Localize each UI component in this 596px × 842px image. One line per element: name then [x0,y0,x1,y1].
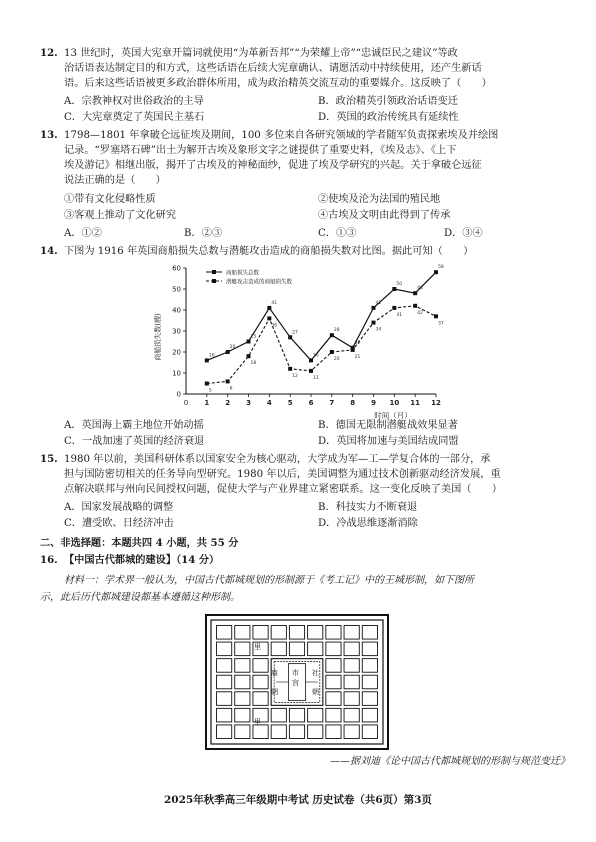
city-block [344,675,359,689]
city-block [217,708,232,722]
city-block [253,626,268,640]
y-tick-label: 60 [172,264,181,273]
plan-label-court-right: 朝 [312,688,319,696]
data-label: 42 [417,310,423,316]
option-c[interactable]: C．一战加速了英国的经济衰退 [64,436,205,447]
city-block [326,692,341,706]
question-15 [40,452,560,497]
city-block [217,659,232,673]
city-block [289,725,304,739]
data-point [434,270,438,274]
city-block [253,725,268,739]
statement-4: ④古埃及文明由此得到了传承 [318,210,451,221]
material-one [40,572,560,606]
option-b[interactable]: B．科技实力不断衰退 [318,502,418,513]
data-label: 41 [396,312,403,318]
option-b[interactable]: B．②③ [184,228,223,239]
city-block [253,675,268,689]
question-number: 13. [40,129,58,141]
city-block [362,659,377,673]
city-block [362,626,377,640]
city-block [217,692,232,706]
data-label: 34 [375,327,382,333]
question-13-options [64,226,564,242]
city-block [326,675,341,689]
wangcheng-city-plan [205,614,389,750]
question-text-line: 治话语表达制定目的和方式，这些话语在后续大宪章确认、请愿活动中持续使用，还产生新话 [64,63,482,74]
plan-label-altar: 社 [312,669,319,677]
data-label: 5 [208,388,212,394]
option-d[interactable]: D．③④ [444,228,483,239]
x-tick-label: 5 [287,399,293,407]
city-block [235,626,250,640]
plan-label-temple: 庙 [271,669,278,677]
x-tick-label: 10 [389,399,400,407]
city-block [362,675,377,689]
x-tick-label: 12 [431,399,441,407]
question-14 [40,244,560,259]
y-tick-label: 10 [172,369,181,378]
city-block [235,659,250,673]
y-tick-label: 40 [172,306,181,315]
legend-label: 潜艇攻击造成的商船损失数 [226,279,293,286]
data-point [330,333,334,337]
data-point [351,348,355,352]
question-13-statements [64,192,564,226]
data-point [267,306,271,310]
data-label: 11 [313,375,319,381]
city-block [235,692,250,706]
y-tick-label: 20 [172,348,181,357]
x-tick-label: 11 [410,399,421,407]
page-footer: 2025年秋季高三年级期中考试 历史试卷（共6页）第3页 [164,794,432,806]
plan-label-market: 市 [292,669,299,677]
question-text-line: 下图为 1916 年英国商船损失总数与潜艇攻击造成的商船损失数对比图。据此可知（ ） [64,246,474,257]
material-line: 材料一：学术界一般认为，中国古代都城规划的形制源于《考工记》中的王城形制，如下图所 [64,575,474,586]
city-block [235,675,250,689]
x-tick-label: 3 [246,399,251,407]
x-tick-label: 0 [183,399,189,407]
question-text-line: 点解决联邦与州向民间授权问题，促使大学与产业界建立紧密联系。这一变化反映了美国（ ） [64,484,503,495]
city-block [308,725,323,739]
data-label: 36 [271,323,278,329]
question-16 [40,553,560,568]
question-12-options [64,94,564,128]
legend-marker [212,270,216,274]
data-label: 20 [229,345,236,350]
option-b[interactable]: B．政治精英引领政治话语变迁 [318,96,458,107]
data-label: 58 [438,265,444,271]
statement-3: ③客观上推动了文化研究 [64,210,177,221]
city-block [289,642,304,656]
data-point [372,306,376,310]
question-number: 16. [40,554,58,566]
data-label: 20 [333,357,340,362]
data-point [226,379,230,383]
data-point [392,306,396,310]
option-a[interactable]: A．宗教神权对世俗政治的主导 [64,96,204,107]
data-label: 12 [292,373,298,379]
x-tick-label: 7 [329,399,335,407]
option-d[interactable]: D．英国将加速与美国结成同盟 [318,436,459,447]
ship-loss-chart [148,262,448,422]
city-block [326,725,341,739]
city-block [271,725,286,739]
city-block [253,659,268,673]
data-point [392,287,396,291]
y-axis-label: 商船损失数(艘) [154,313,162,361]
city-block [362,642,377,656]
city-block [326,708,341,722]
question-14-options [64,418,564,452]
question-text-line: 记录。“罗塞塔石碑”出土为解开古埃及象形文字之谜提供了重要史料，《埃及志》、《上下 [64,145,457,156]
data-point [205,382,209,386]
data-point [330,350,334,354]
data-point [288,335,292,339]
x-tick-label: 1 [204,399,210,407]
question-text-line: 1798—1801 年拿破仑远征埃及期间，100 多位来自各研究领域的学者随军负责探索埃及并绘图 [64,130,499,141]
option-a[interactable]: A．国家发展战略的调整 [64,502,174,513]
plan-label-palace: 宫 [292,679,299,687]
option-c[interactable]: C．大宪章奠定了英国民主基石 [64,112,205,123]
legend-label: 商船损失总数 [226,270,260,277]
x-tick-label: 4 [266,399,272,407]
data-point [205,358,209,362]
statement-1: ①带有文化侵略性质 [64,194,156,205]
option-a[interactable]: A．英国海上霸主地位开始动摇 [64,420,204,431]
data-point [247,354,251,358]
source-citation: ——据刘迪《论中国古代都城规划的形制与规范变迁》 [330,756,570,767]
data-label: 37 [438,321,444,327]
data-point [247,340,251,344]
city-block [217,725,232,739]
data-label: 41 [271,300,278,306]
question-12 [40,46,560,91]
data-label: 50 [396,282,403,287]
x-axis-label: 时间（月） [374,411,412,420]
city-block [344,692,359,706]
city-block [344,725,359,739]
data-label: 18 [250,361,257,367]
city-block [344,642,359,656]
data-label: 28 [333,328,340,334]
question-text-line: 13 世纪时，英国大宪章开篇词就使用“为革新吾邦”“为荣耀上帝”“忠诚臣民之建议”等政 [64,48,458,59]
y-tick-label: 0 [176,390,181,399]
question-text-line: 担与国防密切相关的任务导向型研究。1980 年以后，美国调整为通过技术创新驱动经济发展，重 [64,469,501,480]
city-block [235,708,250,722]
data-point [413,291,417,295]
x-tick-label: 6 [308,399,314,407]
question-number: 15. [40,453,58,465]
plan-label-court-left: 朝 [271,688,278,696]
data-label: 16 [208,353,215,359]
city-block [235,725,250,739]
city-block [362,725,377,739]
data-point [288,367,292,371]
data-point [267,316,271,320]
material-line: 示，此后历代都城建设都基本遵循这种形制。 [40,592,240,603]
data-label: 41 [375,300,382,306]
y-tick-label: 50 [172,285,181,294]
city-block [362,708,377,722]
question-text-line: 说法正确的是（ ） [64,175,166,186]
data-point [226,350,230,354]
question-13 [40,128,560,188]
option-d[interactable]: D．英国的政治传统具有延续性 [318,112,459,123]
data-point [372,321,376,325]
data-label: 22 [354,340,361,346]
section-heading: 二、非选择题：本题共四 4 小题，共 55 分 [40,537,239,549]
city-block [308,642,323,656]
city-block [344,708,359,722]
question-number: 14. [40,245,58,257]
x-tick-label: 9 [371,399,376,407]
statement-2: ②使埃及沦为法国的殖民地 [318,194,441,205]
data-label: 48 [417,286,423,292]
data-point [309,358,313,362]
data-label: 16 [313,353,319,359]
option-c[interactable]: C．遭受欧、日经济冲击 [64,518,174,529]
city-block [289,708,304,722]
plan-label-top: 里 [254,643,261,651]
city-block [326,659,341,673]
question-text-line: 语。后来这些话语被更多政治群体所用，成为政治精英交流互动的重要媒介。这反映了（ ） [64,78,492,89]
option-d[interactable]: D．冷战思维逐渐消除 [318,518,418,529]
city-block [344,626,359,640]
x-tick-label: 8 [350,399,356,407]
data-label: 27 [292,330,298,336]
city-block [308,708,323,722]
city-block [271,708,286,722]
question-text-line: 1980 年以前，美国科研体系以国家安全为核心驱动，大学成为军—工—学复合体的一部分，承 [64,454,491,465]
city-block [253,692,268,706]
city-block [344,659,359,673]
city-block [217,642,232,656]
data-point [413,304,417,308]
city-block [326,626,341,640]
city-block [271,626,286,640]
data-label: 6 [229,386,233,392]
data-point [309,369,313,373]
city-block [289,626,304,640]
option-b[interactable]: B．德国无限制潜艇战效果显著 [318,420,458,431]
city-block [362,692,377,706]
option-c[interactable]: C．①③ [318,228,357,239]
legend-marker [212,279,216,283]
city-block [217,626,232,640]
y-tick-label: 30 [172,327,181,336]
plan-label-bottom: 里 [254,718,261,726]
city-block [217,675,232,689]
question-title: 【中国古代都城的建设】（14 分） [64,554,220,566]
question-15-options [64,500,564,534]
option-a[interactable]: A．①② [64,228,102,239]
data-point [434,314,438,318]
city-block [271,642,286,656]
question-number: 12. [40,47,58,59]
data-label: 25 [250,334,257,340]
city-block [326,642,341,656]
city-block [308,626,323,640]
x-tick-label: 2 [225,399,231,407]
data-label: 21 [354,354,361,360]
question-text-line: 埃及游记》相继出版，揭开了古埃及的神秘面纱，促进了埃及学研究的兴起。关于拿破仑远征 [64,160,482,171]
city-block [235,642,250,656]
